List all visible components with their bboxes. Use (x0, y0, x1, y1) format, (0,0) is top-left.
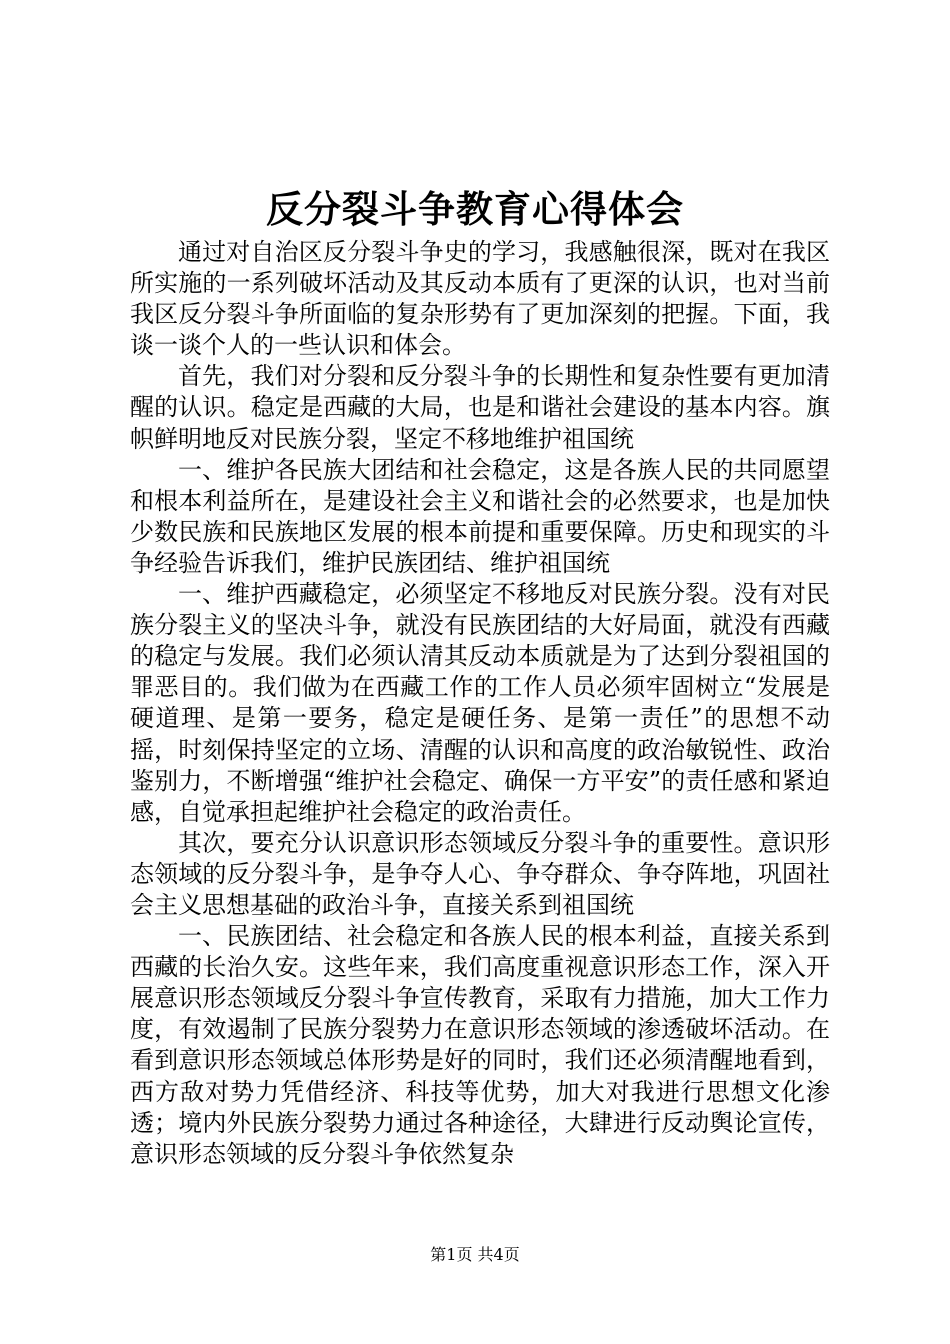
document-title: 反分裂斗争教育心得体会 (266, 187, 684, 231)
paragraph: 一、维护各民族大团结和社会稳定，这是各族人民的共同愿望和根本利益所在，是建设社会主义和谐社会的必然要求，也是加快少数民族和民族地区发展的根本前提和重要保障。历史和现实的斗争经验告诉我们，维护民族团结、维护祖国统 (130, 455, 830, 577)
document-body (130, 237, 830, 1170)
paragraph: 通过对自治区反分裂斗争史的学习，我感触很深，既对在我区所实施的一系列破坏活动及其反动本质有了更深的认识，也对当前我区反分裂斗争所面临的复杂形势有了更加深刻的把握。下面，我谈一谈个人的一些认识和体会。 (130, 238, 830, 360)
paragraph: 首先，我们对分裂和反分裂斗争的长期性和复杂性要有更加清醒的认识。稳定是西藏的大局，也是和谐社会建设的基本内容。旗帜鲜明地反对民族分裂，坚定不移地维护祖国统 (130, 362, 830, 453)
paragraph: 一、民族团结、社会稳定和各族人民的根本利益，直接关系到西藏的长治久安。这些年来，我们高度重视意识形态工作，深入开展意识形态领域反分裂斗争宣传教育，采取有力措施，加大工作力度，有效遏制了民族分裂势力在意识形态领域的渗透破坏活动。在看到意识形态领域总体形势是好的同时，我们还必须清醒地看到，西方敌对势力凭借经济、科技等优势，加大对我进行思想文化渗透；境内外民族分裂势力通过各种途径，大肆进行反动舆论宣传，意识形态领域的反分裂斗争依然复杂 (130, 922, 830, 1168)
paragraph: 一、维护西藏稳定，必须坚定不移地反对民族分裂。没有对民族分裂主义的坚决斗争，就没有民族团结的大好局面，就没有西藏的稳定与发展。我们必须认清其反动本质就是为了达到分裂祖国的罪恶目的。我们做为在西藏工作的工作人员必须牢固树立“发展是硬道理、是第一要务，稳定是硬任务、是第一责任”的思想不动摇，时刻保持坚定的立场、清醒的认识和高度的政治敏锐性、政治鉴别力，不断增强“维护社会稳定、确保一方平安”的责任感和紧迫感，自觉承担起维护社会稳定的政治责任。 (130, 580, 830, 826)
page-number-footer: 第1页 共4页 (430, 1245, 520, 1264)
paragraph: 其次，要充分认识意识形态领域反分裂斗争的重要性。意识形态领域的反分裂斗争，是争夺人心、争夺群众、争夺阵地，巩固社会主义思想基础的政治斗争，直接关系到祖国统 (130, 828, 830, 919)
